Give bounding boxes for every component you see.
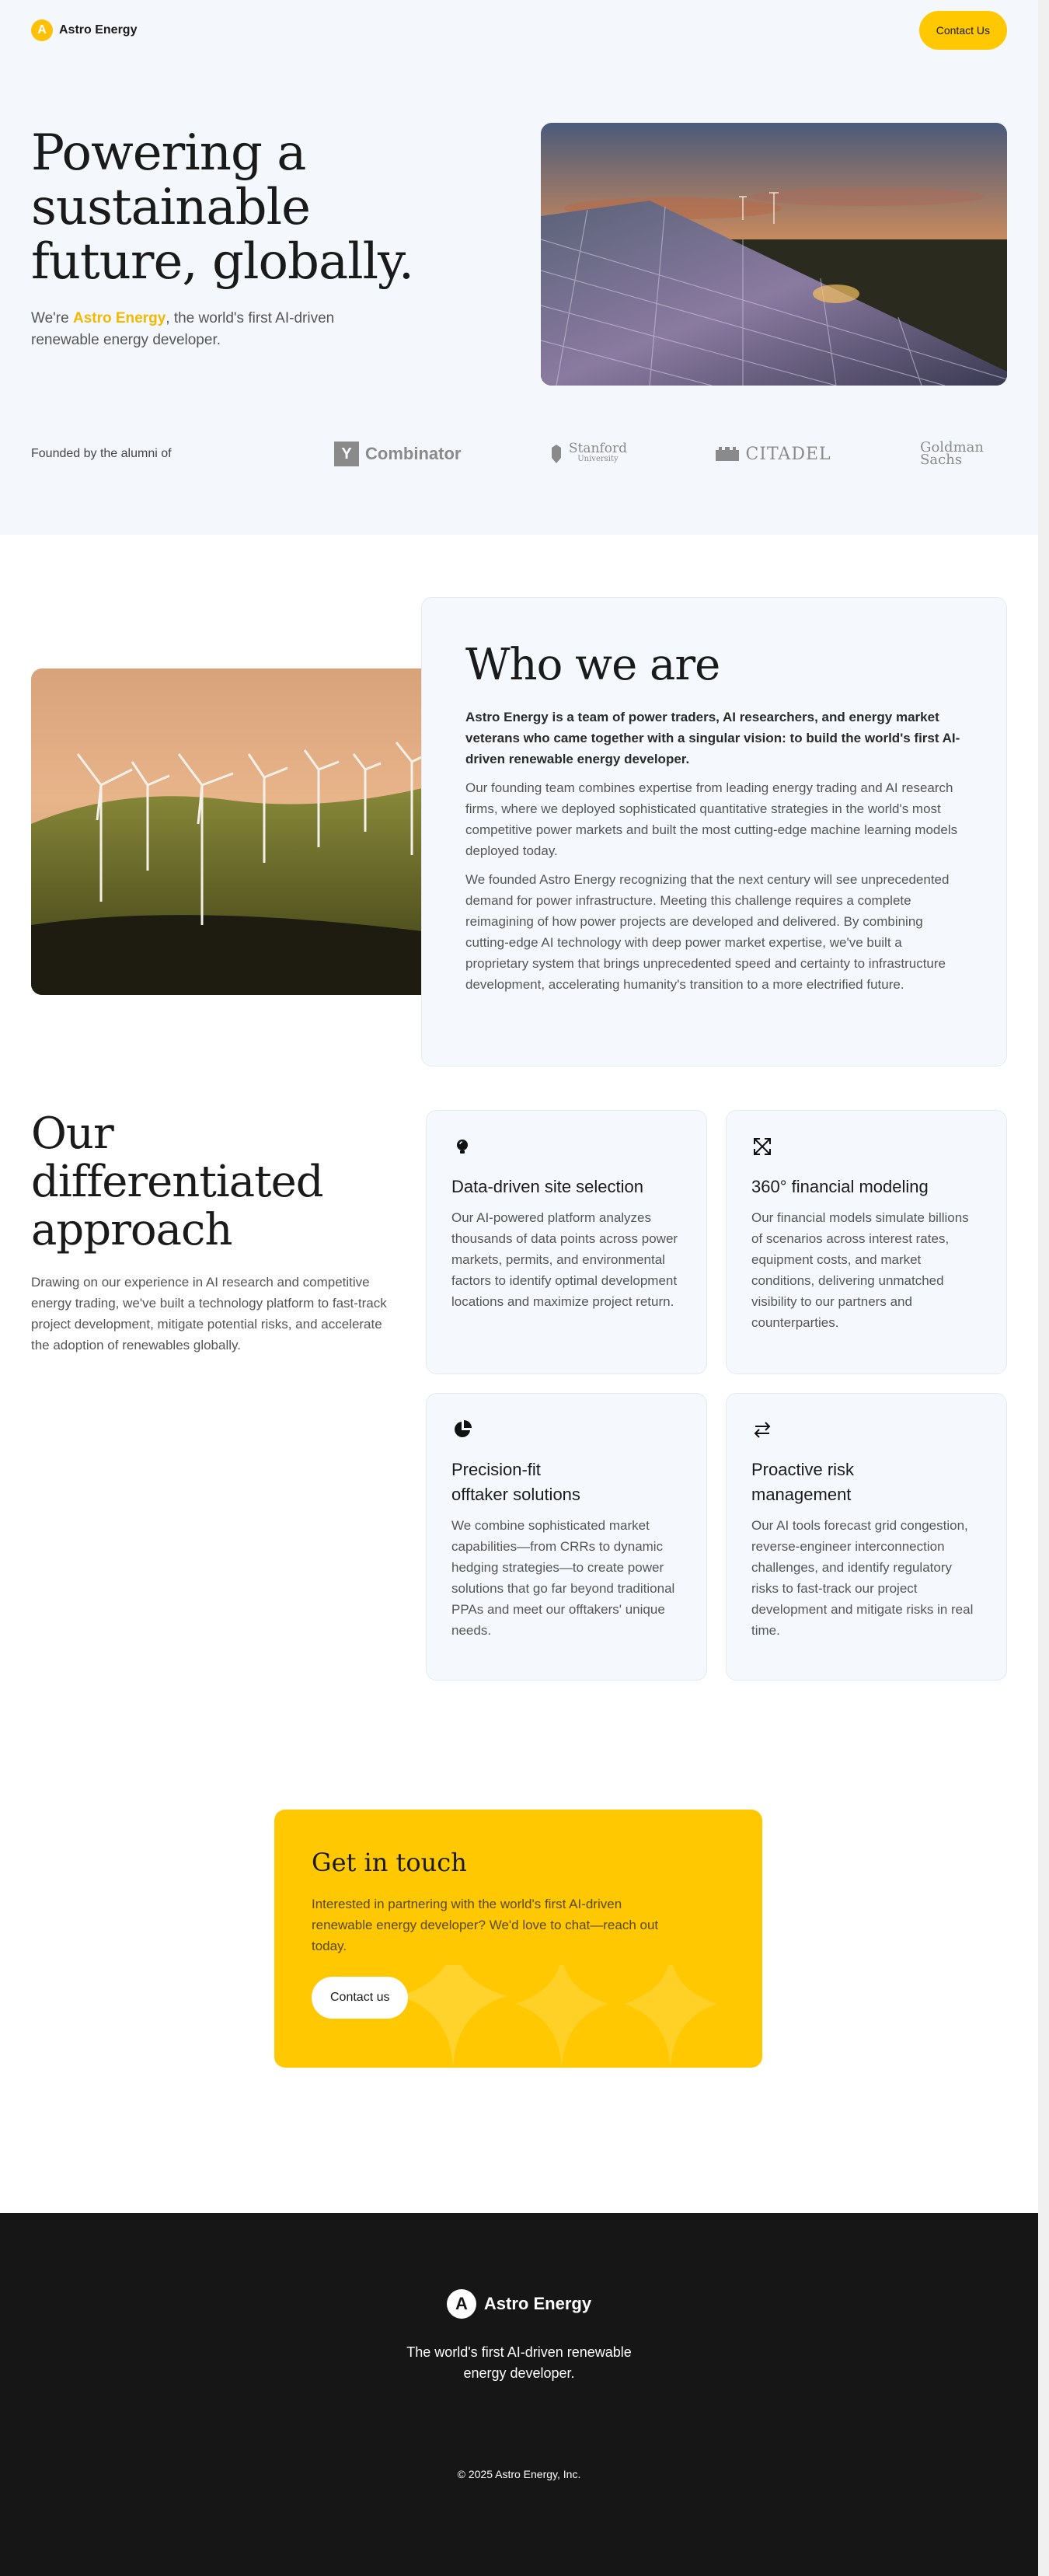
approach-title-line: Our differentiated	[31, 1108, 323, 1207]
hero-title-line: future, globally.	[31, 233, 414, 291]
hero-subtitle	[31, 308, 396, 351]
card-title-line: Proactive risk	[751, 1460, 855, 1479]
footer	[0, 2213, 1038, 2576]
pie-chart-icon	[451, 1419, 473, 1440]
who-we-are-section	[0, 535, 1038, 1110]
feature-card-financial-modeling	[726, 1110, 1007, 1374]
card-title	[451, 1457, 681, 1507]
contact-card	[274, 1810, 762, 2068]
footer-logo-icon: A	[447, 2289, 476, 2319]
stanford-logo	[550, 443, 627, 465]
gs-line: Goldman	[920, 439, 984, 456]
card-title-line: offtaker solutions	[451, 1485, 580, 1504]
hero-section	[0, 0, 1038, 535]
footer-tagline: The world's first AI-driven renewable energy developer.	[406, 2344, 632, 2381]
card-text: Our AI-powered platform analyzes thousands of data points across power markets, permits, and environmental factors to identify optimal development locations and maximize project return.	[451, 1210, 678, 1309]
card-title-line: management	[751, 1485, 852, 1504]
who-paragraph: We founded Astro Energy recognizing that the next century will see unprecedented demand for power infrastructure. Meeting this challenge requires a complete reimagining of how power projects are developed and delivered. By combining cutting-edge AI technology with deep power market expertise, we've built a proprietary system that brings unprecedented speed and certainty to infrastructure development, accelerating humanity's transition to a more electrified future.	[465, 872, 950, 992]
footer-brand-name: Astro Energy	[483, 2294, 592, 2313]
contact-text: Interested in partnering with the world's first AI-driven renewable energy developer? We'd love to chat—reach out today.	[312, 1897, 659, 1953]
who-lead: Astro Energy is a team of power traders, AI researchers, and energy market veterans who came together with a singular vision: to build the world's first AI-driven renewable energy developer.	[465, 710, 960, 766]
gs-line: Sachs	[920, 452, 963, 468]
approach-title	[31, 1110, 396, 1255]
stanford-sub: University	[577, 455, 619, 463]
brand-name: Astro Energy	[59, 23, 138, 37]
ycombinator-logo	[334, 442, 461, 466]
page-scrollbar[interactable]	[1038, 0, 1049, 2576]
card-title	[751, 1457, 981, 1507]
hero-title-line: sustainable	[31, 179, 310, 236]
top-nav	[0, 0, 1038, 61]
hero-subtitle-prefix: We're	[31, 310, 73, 326]
who-paragraph: Our founding team combines expertise from leading energy trading and AI research firms, where we deployed sophisticated quantitative strategies in the world's most competitive power markets and built the most cutting-edge machine learning models deployed today.	[465, 780, 958, 858]
who-title: Who we are	[465, 640, 720, 690]
feature-card-risk-management	[726, 1393, 1007, 1681]
swap-arrows-icon	[751, 1419, 773, 1440]
founded-label: Founded by the alumni of	[31, 447, 172, 460]
solar-panel-image	[541, 123, 1007, 386]
citadel-text: CITADEL	[745, 444, 831, 464]
card-text: Our financial models simulate billions of scenarios across interest rates, equipment costs, and market conditions, delivering unmatched visibility to our partners and counterparties.	[751, 1210, 969, 1330]
card-title: Data-driven site selection	[451, 1177, 644, 1196]
hero-title	[31, 126, 435, 289]
yc-logo-text: Combinator	[365, 444, 462, 463]
footer-brand[interactable]	[0, 2289, 1038, 2319]
contact-us-button[interactable]: Contact us	[312, 1977, 408, 2019]
card-title: 360° financial modeling	[751, 1177, 929, 1196]
header-contact-button[interactable]: Contact Us	[919, 11, 1007, 50]
approach-title-line: approach	[31, 1205, 232, 1255]
contact-section	[0, 1810, 1038, 2213]
decorative-shapes	[406, 1965, 733, 2068]
card-title-line: Precision-fit	[451, 1460, 541, 1479]
feature-card-offtaker-solutions	[426, 1393, 707, 1681]
contact-title: Get in touch	[312, 1848, 467, 1877]
hero-subtitle-brand: Astro Energy	[72, 310, 166, 326]
hero-title-line: Powering a	[31, 124, 306, 182]
stanford-name: Stanford	[568, 441, 627, 456]
brand[interactable]	[31, 19, 137, 41]
goldman-sachs-logo	[920, 439, 984, 468]
lightbulb-icon	[451, 1136, 473, 1157]
alumni-logos	[334, 439, 1007, 468]
yc-logo-icon: Y	[334, 442, 359, 466]
feature-card-site-selection	[426, 1110, 707, 1374]
wind-turbines-image	[31, 668, 435, 995]
who-we-are-card	[421, 597, 1007, 1066]
brand-logo-icon: A	[31, 19, 53, 41]
card-text: We combine sophisticated market capabilities—from CRRs to dynamic hedging strategies—to create power solutions that go far beyond traditional PPAs and meet our offtakers' unique needs.	[451, 1518, 675, 1638]
hero-subtitle-suffix: , the world's first AI-driven renewable energy developer.	[31, 310, 335, 348]
stanford-tree-icon	[550, 444, 563, 464]
card-text: Our AI tools forecast grid congestion, reverse-engineer interconnection challenges, and identify regulatory risks to fast-track our project development and mitigate risks in real time.	[751, 1518, 974, 1638]
citadel-castle-icon	[716, 447, 739, 461]
footer-copyright: © 2025 Astro Energy, Inc.	[457, 2468, 581, 2480]
approach-section	[0, 1110, 1038, 1810]
citadel-logo	[716, 445, 831, 464]
approach-description: Drawing on our experience in AI research and competitive energy trading, we've built a technology platform to fast-track project development, mitigate potential risks, and accelerate the adoption of renewables globally.	[31, 1275, 387, 1353]
expand-arrows-icon	[751, 1136, 773, 1157]
